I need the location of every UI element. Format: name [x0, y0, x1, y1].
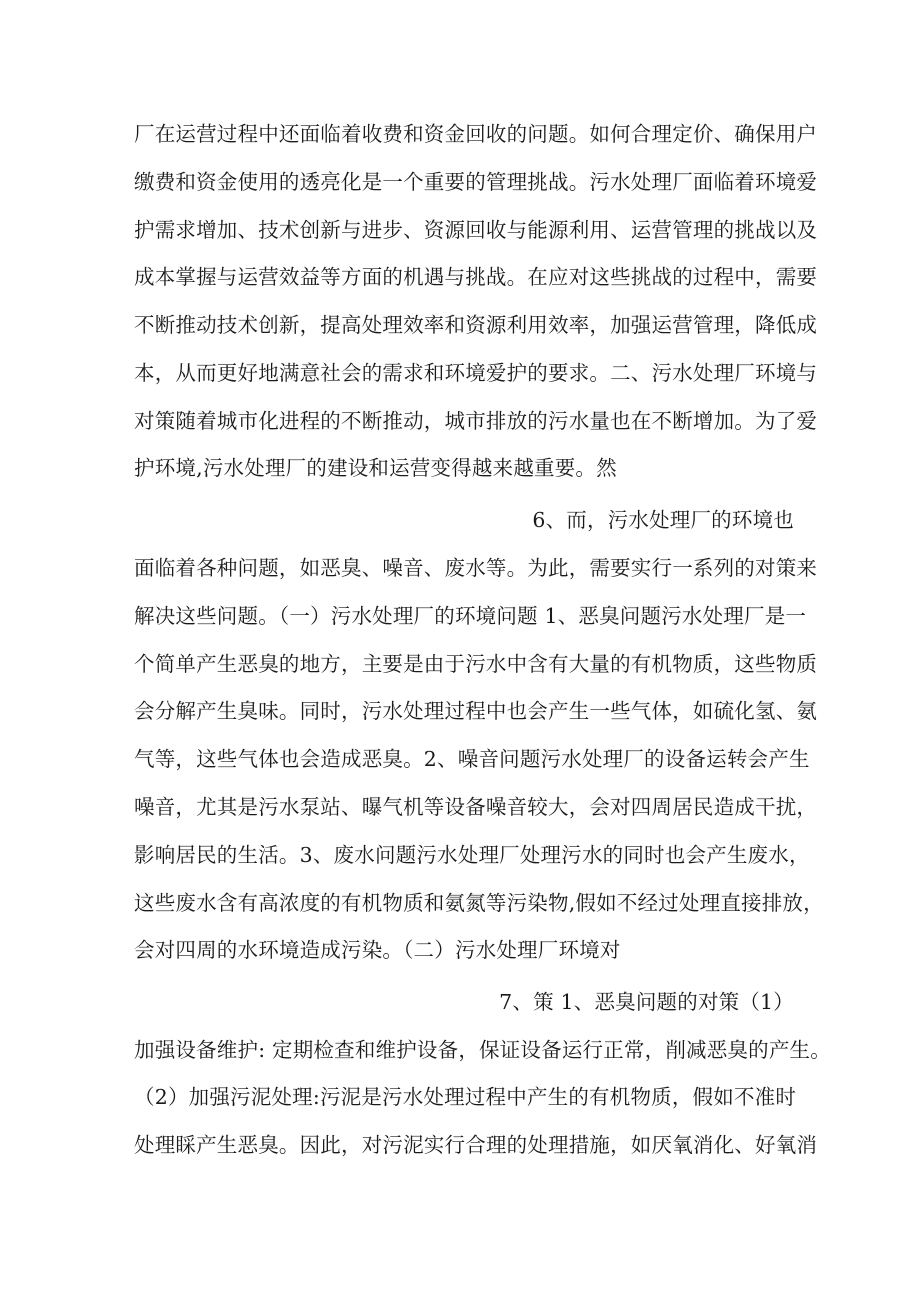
- section-heading: 6、而，污水处理厂的环境也: [532, 508, 794, 532]
- text-line: 个简单产生恶臭的地方，主要是由于污水中含有大量的有机物质，这些物质: [134, 652, 818, 676]
- text-line: 对策随着城市化进程的不断推动，城市排放的污水量也在不断增加。为了爱: [134, 409, 818, 433]
- text-line: 会对四周的水环境造成污染。（二）污水处理厂环境对: [134, 938, 621, 962]
- text-line: 成本掌握与运营效益等方面的机遇与挑战。在应对这些挑战的过程中，需要: [134, 265, 818, 289]
- text-line: 加强设备维护: 定期检查和维护设备，保证设备运行正常，削减恶臭的产生。: [134, 1038, 831, 1062]
- text-line: （2）加强污泥处理:污泥是污水处理过程中产生的有机物质，假如不准时: [134, 1085, 797, 1109]
- text-line: 会分解产生臭味。同时，污水处理过程中也会产生一些气体，如硫化氢、氨: [134, 699, 818, 723]
- section-heading: 7、策 1、恶臭问题的对策（1）: [499, 990, 794, 1014]
- text-line: 影响居民的生活。3、废水问题污水处理厂处理污水的同时也会产生废水，: [134, 843, 810, 867]
- text-line: 解决这些问题。（一）污水处理厂的环境问题 1、恶臭问题污水处理厂是一: [134, 604, 807, 628]
- text-line: 这些废水含有高浓度的有机物质和氨氮等污染物,假如不经过处理直接排放，: [134, 891, 824, 915]
- text-line: 厂在运营过程中还面临着收费和资金回收的问题。如何合理定价、确保用户: [134, 122, 818, 146]
- text-line: 不断推动技术创新，提高处理效率和资源利用效率，加强运营管理，降低成: [134, 313, 818, 337]
- text-line: 护需求增加、技术创新与进步、资源回收与能源利用、运营管理的挑战以及: [134, 218, 818, 242]
- text-line: 处理睬产生恶臭。因此，对污泥实行合理的处理措施，如厌氧消化、好氧消: [134, 1133, 818, 1157]
- text-line: 本，从而更好地满意社会的需求和环境爱护的要求。二、污水处理厂环境与: [134, 361, 818, 385]
- text-line: 面临着各种问题，如恶臭、噪音、废水等。为此，需要实行一系列的对策来: [134, 556, 818, 580]
- text-line: 缴费和资金使用的透亮化是一个重要的管理挑战。污水处理厂面临着环境爱: [134, 170, 818, 194]
- text-line: 气等，这些气体也会造成恶臭。2、噪音问题污水处理厂的设备运转会产生: [134, 747, 810, 771]
- text-line: 护环境,污水处理厂的建设和运营变得越来越重要。然: [134, 456, 617, 480]
- text-line: 噪音，尤其是污水泵站、曝气机等设备噪音较大，会对四周居民造成干扰，: [134, 795, 818, 819]
